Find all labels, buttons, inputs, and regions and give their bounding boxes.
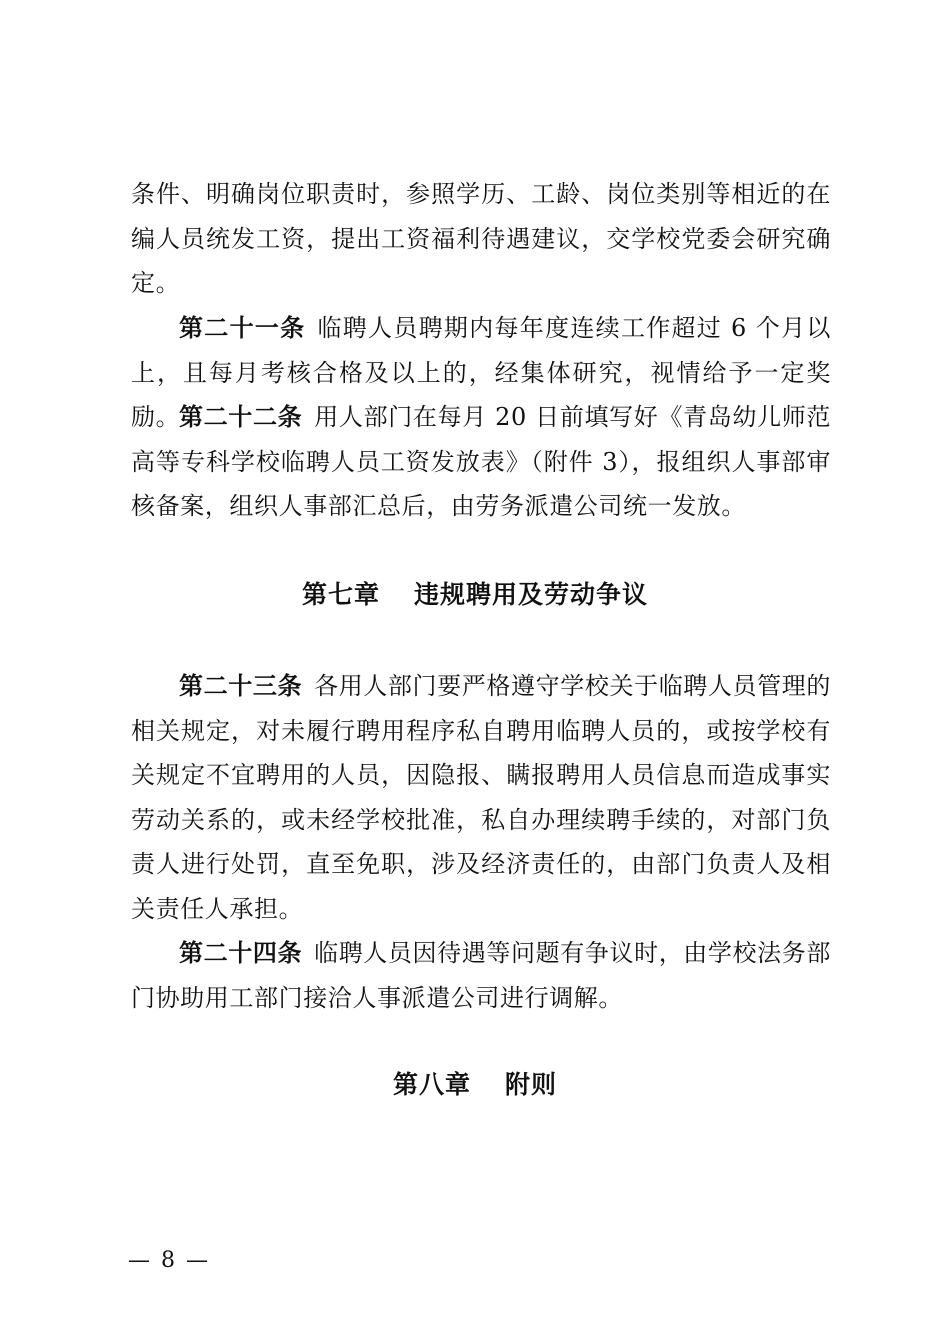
chapter-7-heading bbox=[0, 575, 950, 611]
article-22 bbox=[131, 395, 831, 529]
chapter-7-number: 第七章 bbox=[301, 580, 380, 609]
article-22-text: 用人部门在每月 20 日前填写好《青岛幼儿师范高等专科学校临聘人员工资发放表》（附件 3），报组织人事部审核备案，组织人事部汇总后，由劳务派遣公司统一发放。 bbox=[131, 403, 831, 520]
article-22-label: 第二十二条 bbox=[179, 402, 303, 431]
article-23 bbox=[131, 664, 831, 931]
article-24 bbox=[131, 931, 831, 1020]
continued-paragraph bbox=[131, 172, 831, 306]
article-24-text: 临聘人员因待遇等问题有争议时，由学校法务部门协助用工部门接洽人事派遣公司进行调解。 bbox=[131, 939, 831, 1012]
chapter-7-title: 违规聘用及劳动争议 bbox=[414, 580, 649, 609]
continued-paragraph-text: 条件、明确岗位职责时，参照学历、工龄、岗位类别等相近的在编人员统发工资，提出工资福利待遇建议，交学校党委会研究确定。 bbox=[131, 180, 831, 297]
article-21-label: 第二十一条 bbox=[179, 313, 306, 342]
article-23-label: 第二十三条 bbox=[179, 671, 303, 700]
article-24-label: 第二十四条 bbox=[179, 938, 303, 967]
article-21-text: 临聘人员聘期内每年度连续工作超过 6 个月以上，且每月考核合格及以上的，经集体研究，视情给予一定奖励。 bbox=[131, 314, 831, 431]
chapter-8-heading bbox=[0, 1065, 950, 1101]
article-23-text: 各用人部门要严格遵守学校关于临聘人员管理的相关规定，对未履行聘用程序私自聘用临聘人员的，或按学校有关规定不宜聘用的人员，因隐报、瞒报聘用人员信息而造成事实劳动关系的，或未经学校批准，私自办理续聘手续的，对部门负责人进行处罚，直至免职，涉及经济责任的，由部门负责人及相关责任人承担。 bbox=[131, 672, 831, 923]
chapter-8-title: 附则 bbox=[505, 1070, 558, 1099]
page-number: — 8 — bbox=[128, 1248, 210, 1273]
chapter-8-number: 第八章 bbox=[392, 1070, 471, 1099]
